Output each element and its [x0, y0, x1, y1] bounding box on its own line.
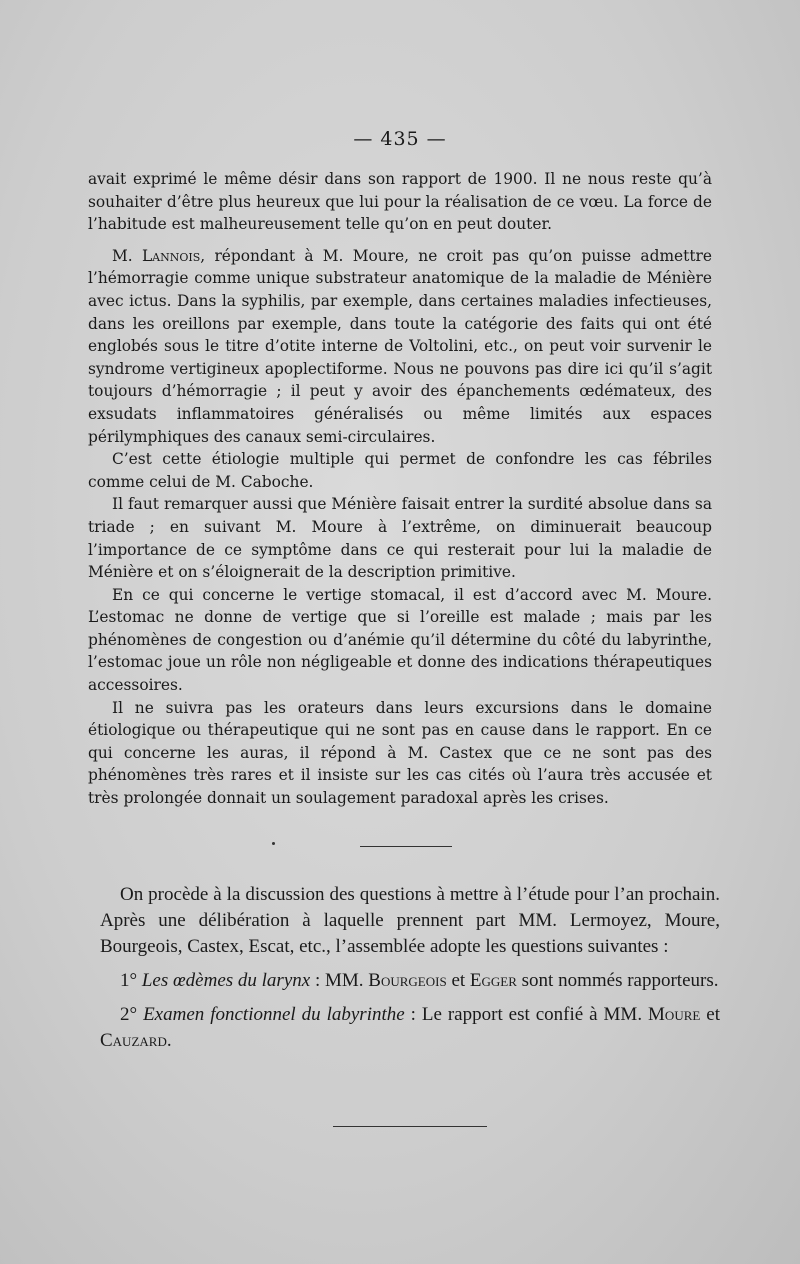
page-number: — 435 —	[353, 128, 447, 150]
next-year-questions	[100, 882, 720, 1054]
item-text: : MM.	[310, 970, 369, 991]
item-text: et	[446, 970, 470, 991]
paragraph: Il faut remarquer aussi que Ménière faisait entrer la surdité absolue dans sa triade ; en suivant M. Moure à l’extrême, on diminuerait beaucoup l’importance de ce symptôme dans ce qui resterait pour lui la maladie de Ménière et on s’éloignerait de la description primitive.	[88, 495, 712, 582]
rapporteur-name: Bourgeois	[368, 970, 447, 991]
section-divider	[360, 846, 452, 847]
speaker-name: Lannois	[141, 246, 201, 265]
rapporteur-name: Moure	[648, 1004, 701, 1025]
item-text: : Le rapport est confié à MM.	[404, 1004, 649, 1025]
question-item-1	[100, 968, 720, 994]
item-number: 2°	[120, 1004, 144, 1025]
question-item-2	[100, 1002, 720, 1054]
item-text: et	[700, 1004, 720, 1025]
paragraph-lannois	[88, 245, 712, 448]
item-text: sont nommés rapporteurs.	[516, 970, 719, 991]
rapporteur-name: Egger	[469, 970, 517, 991]
question-title: Les œdèmes du larynx	[141, 970, 311, 991]
end-divider	[333, 1126, 487, 1127]
rapporteur-name: Cauzard	[100, 1030, 167, 1051]
question-title: Examen fonctionnel du labyrinthe	[143, 1004, 405, 1025]
paragraph-text: , répondant à M. Moure, ne croit pas qu’on puisse admettre l’hémorragie comme unique substrateur anatomique de la maladie de Ménière avec ictus. Dans la syphilis, par exemple, dans certaines maladies infectieuses, dans les oreillons par exemple, dans toute la catégorie des faits qui ont été englobés sous le titre d’otite interne de Voltolini, etc., on peut voir survenir le syndrome vertigineux apoplectiforme. Nous ne pouvons pas dire ici qu’il s’agit toujours d’hémorragie ; il peut y avoir des épanchements œdémateux, des exsudats inflammatoires généralisés ou même limités aux espaces périlymphiques des canaux semi-circulaires.	[88, 246, 712, 446]
item-text: .	[166, 1030, 172, 1051]
honorific: M.	[112, 246, 142, 265]
paragraph: En ce qui concerne le vertige stomacal, il est d’accord avec M. Moure. L’estomac ne donne de vertige que si l’oreille est malade ; mais par les phénomènes de congestion ou d’anémie qu’il détermine du côté du labyrinthe, l’estomac joue un rôle non négligeable et donne des indications thérapeutiques accessoires.	[88, 585, 712, 695]
item-number: 1°	[120, 970, 142, 991]
ink-dot	[272, 842, 275, 845]
paragraph: C’est cette étiologie multiple qui permet de confondre les cas fébriles comme celui de M. Caboche.	[88, 450, 712, 491]
paragraph-continuation: avait exprimé le même désir dans son rapport de 1900. Il ne nous reste qu’à souhaiter d’être plus heureux que lui pour la réalisation de ce vœu. La force de l’habitude est malheureusement telle qu’on en peut douter.	[88, 170, 712, 234]
discussion-body	[88, 168, 712, 810]
paragraph: Il ne suivra pas les orateurs dans leurs excursions dans le domaine étiologique ou thérapeutique qui ne sont pas en cause dans le rapport. En ce qui concerne les auras, il répond à M. Castex que ce ne sont pas des phénomènes très rares et il insiste sur les cas cités où l’aura très accusée et très prolongée donnait un soulagement paradoxal après les crises.	[88, 698, 712, 808]
questions-intro: On procède à la discussion des questions à mettre à l’étude pour l’an prochain. Après une délibération à laquelle prennent part MM. Lermoyez, Moure, Bourgeois, Castex, Escat, etc., l’assemblée adopte les questions suivantes :	[100, 884, 720, 957]
